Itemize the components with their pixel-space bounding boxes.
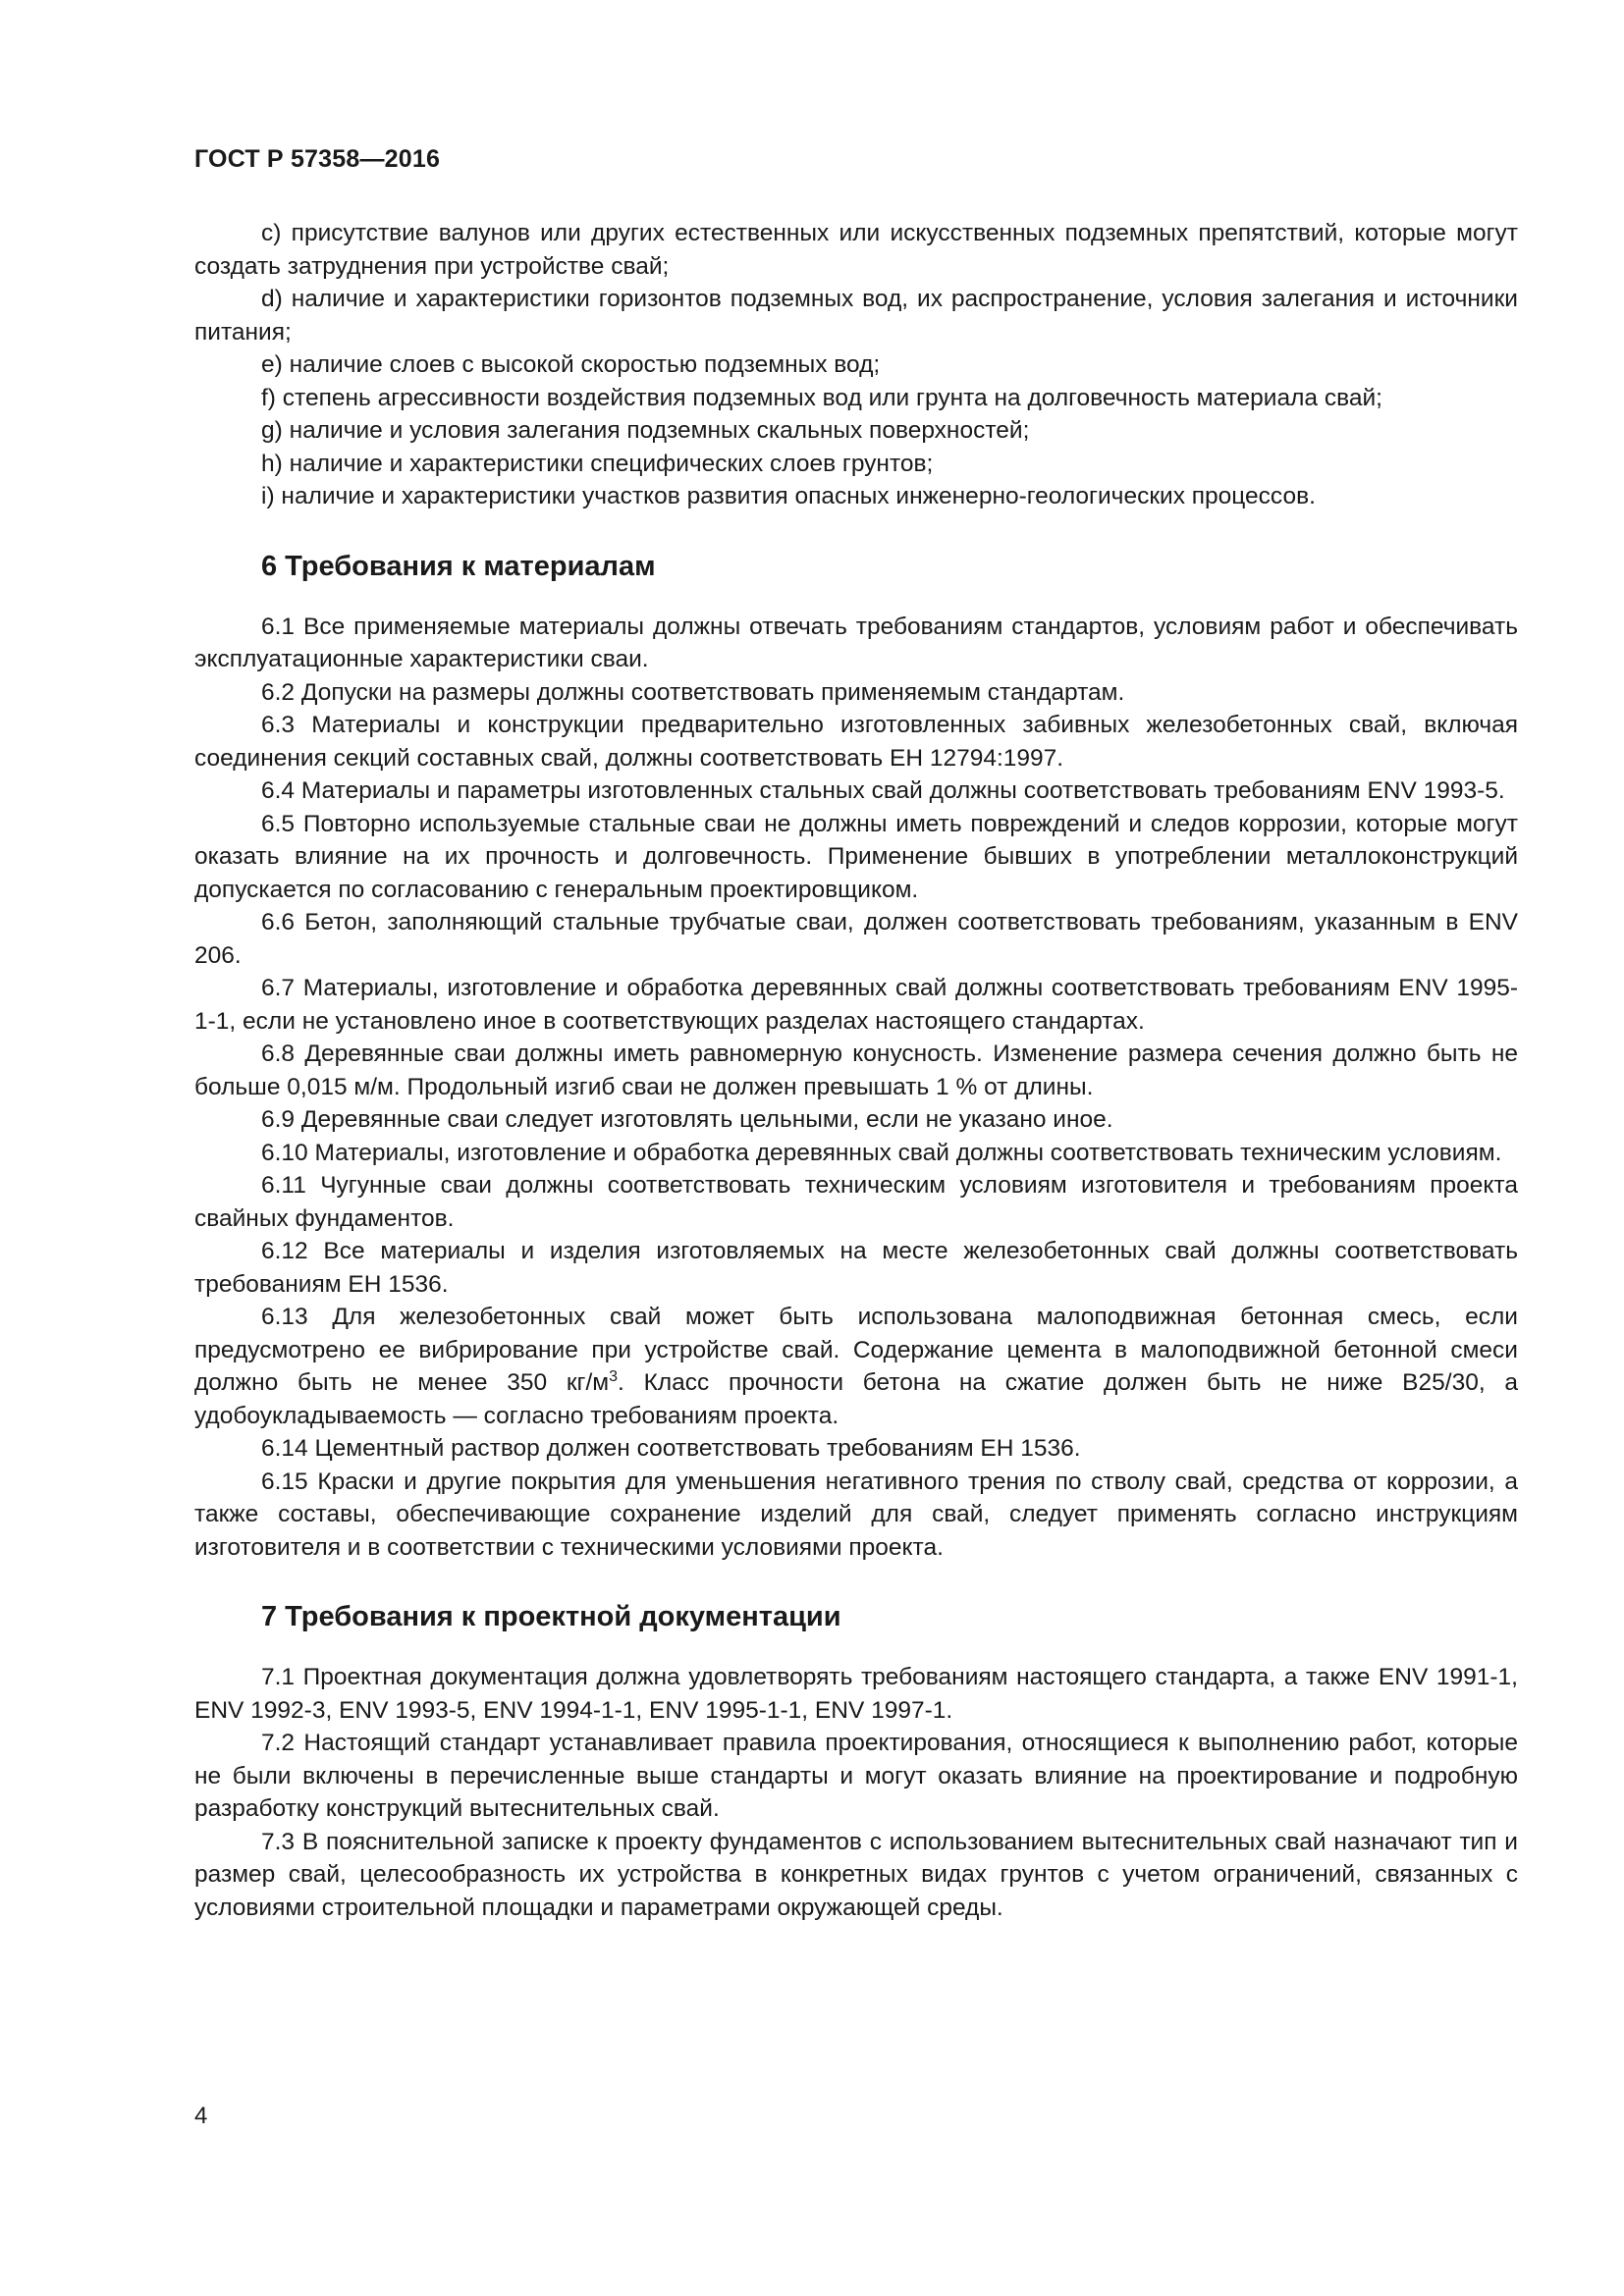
paragraph-6-2: 6.2 Допуски на размеры должны соответствовать применяемым стандартам.	[261, 678, 1125, 706]
paragraph-6-13-text-end: . Класс прочности бетона на сжатие должен быть не ниже В25/30, а удобоукладываемость — согласно требованиям проекта.	[194, 1369, 1518, 1429]
paragraph-6-7: 6.7 Материалы, изготовление и обработка деревянных свай должны соответствовать требованиям ENV 1995-1-1, если не установлено иное в соответствующих разделах настоящего стандартах.	[194, 975, 1518, 1035]
list-item-h: h) наличие и характеристики специфических слоев грунтов;	[261, 450, 934, 477]
paragraph-6-13-text: 6.13 Для железобетонных свай может быть использована малоподвижная бетонная смесь, если предусмотрено ее вибрирование при устройстве свай. Содержание цемента в малоподвижной бетонной смеси должно быть не менее 350 кг/м	[194, 1304, 1518, 1396]
paragraph-6-14: 6.14 Цементный раствор должен соответствовать требованиям ЕН 1536.	[261, 1435, 1081, 1462]
paragraph-6-3: 6.3 Материалы и конструкции предварительно изготовленных забивных железобетонных свай, включая соединения секций составных свай, должны соответствовать ЕН 12794:1997.	[194, 712, 1518, 772]
paragraph-6-12: 6.12 Все материалы и изделия изготовляемых на месте железобетонных свай должны соответствовать требованиям ЕН 1536.	[194, 1238, 1518, 1298]
document-page	[194, 145, 1518, 1924]
paragraph-7-2: 7.2 Настоящий стандарт устанавливает правила проектирования, относящиеся к выполнению работ, которые не были включены в перечисленные выше стандарты и могут оказать влияние на проектирование и подробную разработку конструкций вытеснительных свай.	[194, 1730, 1518, 1822]
paragraph-6-10: 6.10 Материалы, изготовление и обработка деревянных свай должны соответствовать техническим условиям.	[261, 1139, 1502, 1166]
section-7-title: 7 Требования к проектной документации	[261, 1601, 841, 1632]
page-number: 4	[194, 2103, 208, 2129]
paragraph-6-4: 6.4 Материалы и параметры изготовленных стальных свай должны соответствовать требованиям ENV 1993-5.	[261, 777, 1505, 804]
section-6-body	[194, 611, 1518, 1565]
list-item-c: c) присутствие валунов или других естественных или искусственных подземных препятствий, которые могут создать затруднения при устройстве свай;	[194, 220, 1518, 280]
paragraph-6-13	[194, 1301, 1518, 1432]
paragraph-6-8: 6.8 Деревянные сваи должны иметь равномерную конусность. Изменение размера сечения должно быть не больше 0,015 м/м. Продольный изгиб сваи не должен превышать 1 % от длины.	[194, 1041, 1518, 1100]
paragraph-6-5: 6.5 Повторно используемые стальные сваи не должны иметь повреждений и следов коррозии, которые могут оказать влияние на их прочность и долговечность. Применение бывших в употреблении металлоконструкций допускается по согласованию с генеральным проектировщиком.	[194, 810, 1518, 903]
section-7-body	[194, 1661, 1518, 1924]
intro-list	[194, 217, 1518, 513]
superscript-3: 3	[609, 1367, 619, 1385]
paragraph-6-6: 6.6 Бетон, заполняющий стальные трубчатые сваи, должен соответствовать требованиям, указанным в ENV 206.	[194, 909, 1518, 969]
paragraph-7-1: 7.1 Проектная документация должна удовлетворять требованиям настоящего стандарта, а также ENV 1991-1, ENV 1992-3, ENV 1993-5, ENV 1994-1-1, ENV 1995-1-1, ENV 1997-1.	[194, 1664, 1518, 1724]
list-item-i: i) наличие и характеристики участков развития опасных инженерно-геологических процессов.	[261, 483, 1316, 509]
list-item-e: e) наличие слоев с высокой скоростью подземных вод;	[261, 351, 881, 378]
section-6-title: 6 Требования к материалам	[261, 550, 656, 582]
paragraph-6-11: 6.11 Чугунные сваи должны соответствовать техническим условиям изготовителя и требованиям проекта свайных фундаментов.	[194, 1172, 1518, 1232]
list-item-d: d) наличие и характеристики горизонтов подземных вод, их распространение, условия залегания и источники питания;	[194, 286, 1518, 346]
paragraph-6-1: 6.1 Все применяемые материалы должны отвечать требованиям стандартов, условиям работ и обеспечивать эксплуатационные характеристики сваи.	[194, 613, 1518, 672]
paragraph-6-9: 6.9 Деревянные сваи следует изготовлять цельными, если не указано иное.	[261, 1106, 1113, 1133]
document-header: ГОСТ Р 57358—2016	[194, 145, 441, 173]
list-item-g: g) наличие и условия залегания подземных скальных поверхностей;	[261, 417, 1030, 444]
paragraph-6-15: 6.15 Краски и другие покрытия для уменьшения негативного трения по стволу свай, средства от коррозии, а также составы, обеспечивающие сохранение изделий для свай, следует применять согласно инструкциям изготовителя и в соответствии с техническими условиями проекта.	[194, 1468, 1518, 1561]
list-item-f: f) степень агрессивности воздействия подземных вод или грунта на долговечность материала свай;	[261, 384, 1382, 411]
paragraph-7-3: 7.3 В пояснительной записке к проекту фундаментов с использованием вытеснительных свай назначают тип и размер свай, целесообразность их устройства в конкретных видах грунтов с учетом ограничений, связанных с условиями строительной площадки и параметрами окружающей среды.	[194, 1828, 1518, 1921]
